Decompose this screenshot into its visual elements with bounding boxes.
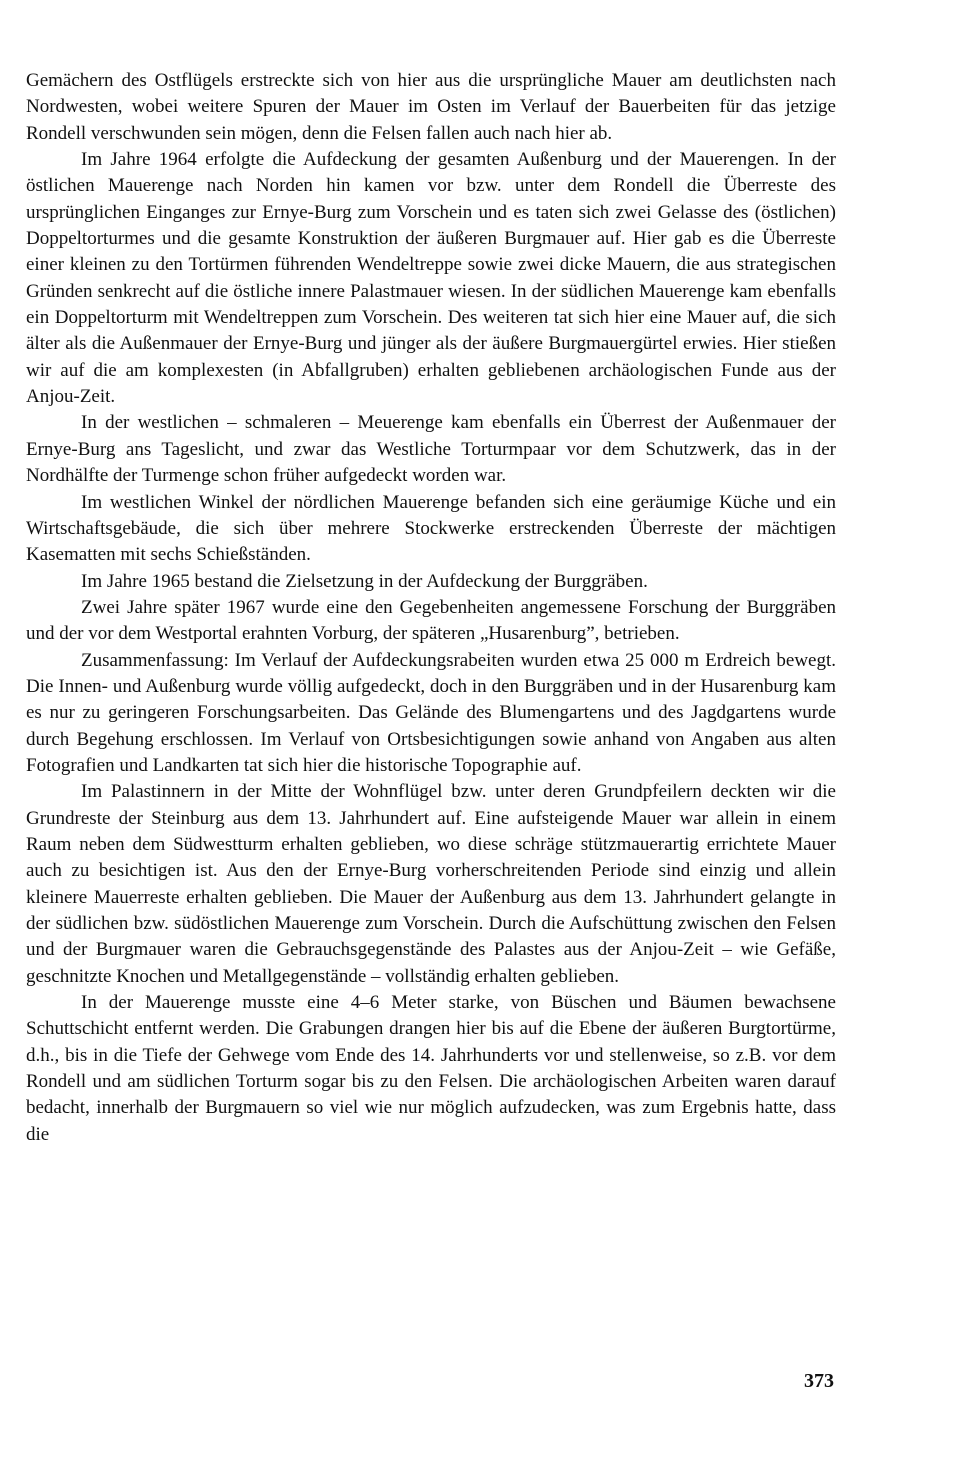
page-number: 373 [804,1370,834,1392]
paragraph-5: Im Jahre 1965 bestand die Zielsetzung in der Aufdeckung der Burggräben. [81,570,648,592]
paragraph-9: In der Mauerenge musste eine 4–6 Meter starke, von Büschen und Bäumen bewachsene Schuttschicht entfernt werden. Die Grabungen drangen hier bis auf die Ebene der äußeren Burgtortürme, d.h., bis in die Tiefe der Gehwege vom Ende des 14. Jahrhunderts vor und stellenweise, so z.B. vor dem Rondell und am südlichen Torturm sogar bis zu den Felsen. Die archäologischen Arbeiten waren darauf bedacht, innerhalb der Burgmauern so viel wie nur möglich aufzudecken, was zum Ergebnis hatte, dass die [26,992,836,1145]
body-text [26,68,836,1148]
paragraph-1: Gemächern des Ostflügels erstreckte sich von hier aus die ursprüngliche Mauer am deutlichsten nach Nordwesten, wobei weitere Spuren der Mauer im Osten im Verlauf der Bauerbeiten für das jetzige Rondell verschwunden sein mögen, denn die Felsen fallen auch nach hier ab. [26,70,836,144]
paragraph-2: Im Jahre 1964 erfolgte die Aufdeckung der gesamten Außenburg und der Mauerengen. In der östlichen Mauerenge nach Norden hin kamen vor bzw. unter dem Rondell die Überreste des ursprünglichen Einganges zur Ernye-Burg zum Vorschein und es taten sich zwei Gelasse des (östlichen) Doppeltorturmes und die gesamte Konstruktion der äußeren Burgmauer auf. Hier gab es die Überreste einer kleinen zu den Tortürmen führenden Wendeltreppe sowie zwei dicke Mauern, die aus strategischen Gründen senkrecht auf die östliche innere Palastmauer wiesen. In der südlichen Mauerenge kam ebenfalls ein Doppeltorturm mit Wendeltreppen zum Vorschein. Des weiteren tat sich hier eine Mauer auf, die sich älter als die Außenmauer der Ernye-Burg und jünger als der äußere Burgmauergürtel erwies. Hier stießen wir auf die am komplexesten (in Abfallgruben) erhalten gebliebenen archäologischen Funde aus der Anjou-Zeit. [26,149,836,408]
paragraph-3: In der westlichen – schmaleren – Meuerenge kam ebenfalls ein Überrest der Außenmauer der Ernye-Burg ans Tageslicht, und zwar das Westliche Torturmpaar vor dem Schutzwerk, das in der Nordhälfte der Turmenge schon früher aufgedeckt worden war. [26,412,836,487]
paragraph-8: Im Palastinnern in der Mitte der Wohnflügel bzw. unter deren Grundpfeilern deckten wir die Grundreste der Steinburg aus dem 13. Jahrhundert auf. Eine aufsteigende Mauer war allein in einem Raum neben dem Südwestturm erhalten geblieben, wo diese schräge stützmauerartig errichtete Mauer auch zu besichtigen ist. Aus den der Ernye-Burg vorherschreitenden Periode sind einzig und allein kleinere Mauerreste erhalten geblieben. Die Mauer der Außenburg aus dem 13. Jahrhundert gelangte in der südlichen bzw. südöstlichen Mauerenge zum Vorschein. Durch die Aufschüttung zwischen den Felsen und der Burgmauer waren die Gebrauchsgegenstände des Palastes aus der Anjou-Zeit – wie Gefäße, geschnitzte Knochen und Metallgegenstände – vollständig erhalten geblieben. [26,781,836,987]
paragraph-7: Zusammenfassung: Im Verlauf der Aufdeckungsrabeiten wurden etwa 25 000 m Erdreich bewegt. Die Innen- und Außenburg wurde völlig aufgedeckt, doch in den Burggräben und in der Husarenburg kam es nur zu geringeren Forschungsarbeiten. Das Gelände des Blumengartens und des Jagdgartens wurde durch Begehung erschlossen. Im Verlauf von Ortsbesichtigungen sowie anhand von Angaben aus alten Fotografien und Landkarten tat sich hier die historische Topographie auf. [26,649,836,776]
paragraph-6: Zwei Jahre später 1967 wurde eine den Gegebenheiten angemessene Forschung der Burggräben und der vor dem Westportal erahnten Vorburg, der späteren „Husarenburg”, betrieben. [26,596,836,645]
paragraph-4: Im westlichen Winkel der nördlichen Mauerenge befanden sich eine geräumige Küche und ein Wirtschaftsgebäude, die sich über mehrere Stockwerke erstreckenden Überreste der mächtigen Kasematten mit sechs Schießständen. [26,491,836,566]
